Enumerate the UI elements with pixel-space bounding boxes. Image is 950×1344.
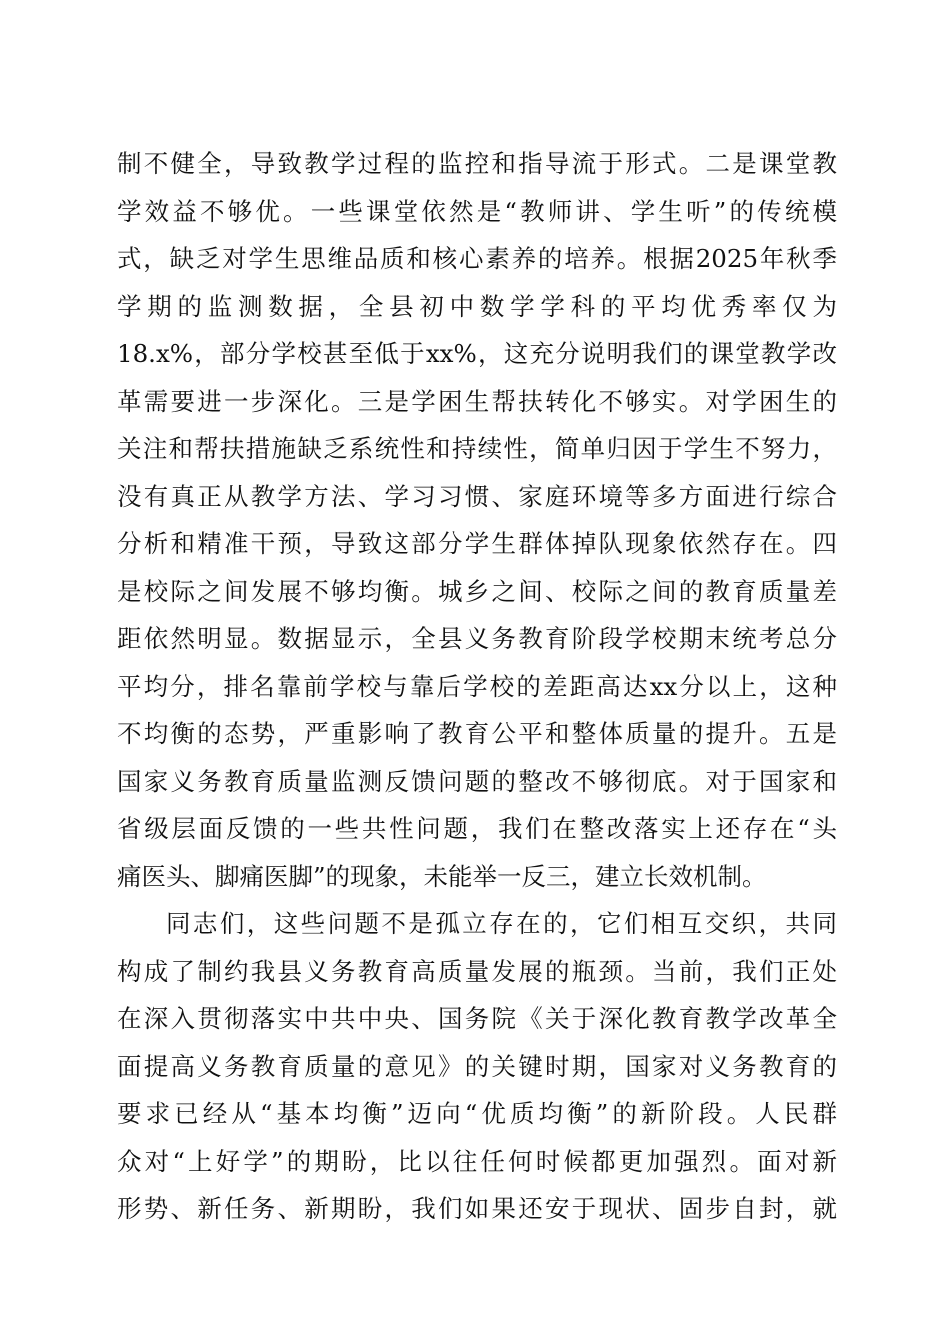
text-line: 要求已经从“基本均衡”迈向“优质均衡”的新阶段。人民群 xyxy=(117,1099,837,1128)
text-line: 平均分，排名靠前学校与靠后学校的差距高达xx分以上，这种 xyxy=(117,671,837,701)
text-line: 形势、新任务、新期盼，我们如果还安于现状、固步自封，就 xyxy=(117,1194,837,1223)
text-line: 制不健全，导致教学过程的监控和指导流于形式。二是课堂教 xyxy=(117,149,837,178)
text-line: 学效益不够优。一些课堂依然是“教师讲、学生听”的传统模 xyxy=(117,196,837,226)
text-line: 18.x%，部分学校甚至低于xx%，这充分说明我们的课堂教学改 xyxy=(117,339,837,368)
paragraph-start-line: 同志们，这些问题不是孤立存在的，它们相互交织，共同 xyxy=(166,909,837,938)
text-line: 不均衡的态势，严重影响了教育公平和整体质量的提升。五是 xyxy=(117,719,837,748)
text-line: 分析和精准干预，导致这部分学生群体掉队现象依然存在。四 xyxy=(117,529,837,558)
text-line: 是校际之间发展不够均衡。城乡之间、校际之间的教育质量差 xyxy=(117,576,837,606)
text-line: 式，缺乏对学生思维品质和核心素养的培养。根据2025年秋季 xyxy=(117,244,837,273)
body-text xyxy=(117,140,837,1233)
text-line: 构成了制约我县义务教育高质量发展的瓶颈。当前，我们正处 xyxy=(117,956,837,986)
text-line: 距依然明显。数据显示，全县义务教育阶段学校期末统考总分 xyxy=(117,624,837,653)
text-line: 学期的监测数据，全县初中数学学科的平均优秀率仅为 xyxy=(117,291,837,321)
text-line: 革需要进一步深化。三是学困生帮扶转化不够实。对学困生的 xyxy=(117,386,837,416)
paragraph-end-line: 痛医头、脚痛医脚”的现象，未能举一反三，建立长效机制。 xyxy=(117,861,767,891)
text-line: 在深入贯彻落实中共中央、国务院《关于深化教育教学改革全 xyxy=(117,1004,837,1033)
text-line: 关注和帮扶措施缺乏系统性和持续性，简单归因于学生不努力， xyxy=(117,434,837,463)
text-line: 没有真正从教学方法、学习习惯、家庭环境等多方面进行综合 xyxy=(117,481,837,511)
text-line: 省级层面反馈的一些共性问题，我们在整改落实上还存在“头 xyxy=(117,814,837,843)
text-line: 面提高义务教育质量的意见》的关键时期，国家对义务教育的 xyxy=(117,1051,837,1081)
text-line: 众对“上好学”的期盼，比以往任何时候都更加强烈。面对新 xyxy=(117,1146,837,1176)
text-line: 国家义务教育质量监测反馈问题的整改不够彻底。对于国家和 xyxy=(117,766,837,796)
